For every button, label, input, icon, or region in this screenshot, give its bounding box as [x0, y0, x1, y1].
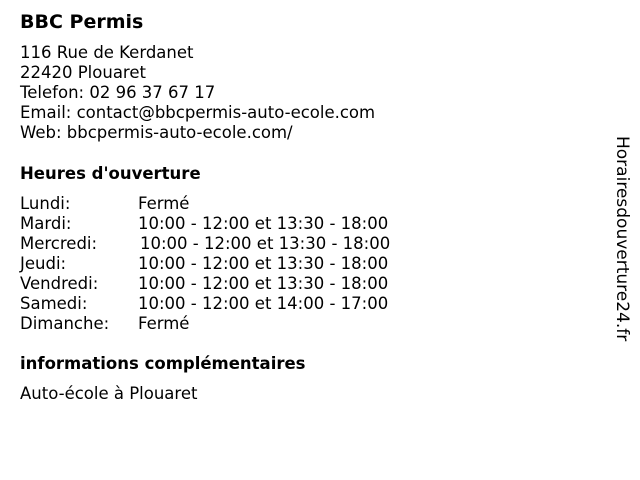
hours-day: Samedi:: [20, 294, 88, 313]
hours-time: Fermé: [138, 314, 190, 333]
email-address: Email: contact@bbcpermis-auto-ecole.com: [20, 103, 376, 122]
opening-hours-heading: Heures d'ouverture: [20, 164, 201, 183]
website-address: Web: bbcpermis-auto-ecole.com/: [20, 123, 293, 142]
phone-number: Telefon: 02 96 37 67 17: [20, 83, 216, 102]
business-name: BBC Permis: [20, 11, 144, 33]
contact-block: [20, 43, 375, 143]
hours-time: 10:00 - 12:00 et 14:00 - 17:00: [138, 294, 389, 313]
additional-info-heading: informations complémentaires: [20, 354, 306, 373]
site-watermark: Horairesdouverture24.fr: [612, 136, 632, 342]
hours-time: 10:00 - 12:00 et 13:30 - 18:00: [140, 234, 391, 253]
additional-info-text: Auto-école à Plouaret: [20, 384, 198, 403]
hours-day: Mardi:: [20, 214, 72, 233]
hours-day: Mercredi:: [20, 234, 98, 253]
hours-day: Jeudi:: [20, 254, 67, 273]
hours-time: 10:00 - 12:00 et 13:30 - 18:00: [138, 274, 389, 293]
hours-time: Fermé: [138, 194, 190, 213]
hours-time: 10:00 - 12:00 et 13:30 - 18:00: [138, 214, 389, 233]
address-street: 116 Rue de Kerdanet: [20, 43, 194, 62]
hours-day: Lundi:: [20, 194, 71, 213]
hours-day: Dimanche:: [20, 314, 110, 333]
address-city: 22420 Plouaret: [20, 63, 146, 82]
hours-time: 10:00 - 12:00 et 13:30 - 18:00: [138, 254, 389, 273]
hours-day: Vendredi:: [20, 274, 99, 293]
